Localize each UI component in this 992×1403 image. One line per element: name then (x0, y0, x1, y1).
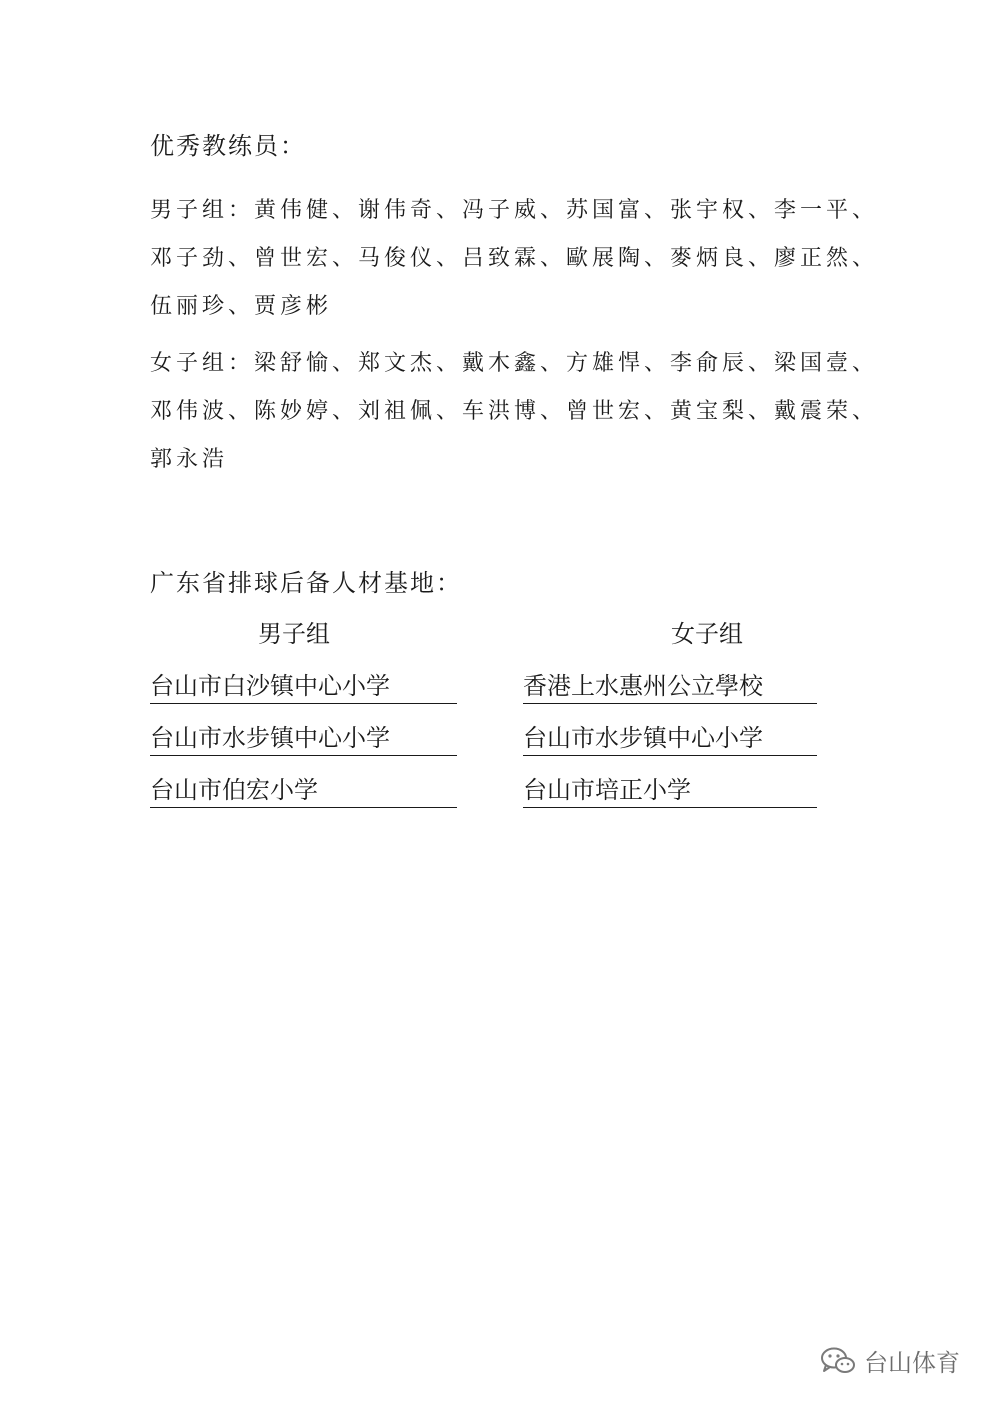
male-coaches-paragraph (150, 187, 879, 331)
male-coaches-line: 男子组：黄伟健、谢伟奇、冯子威、苏国富、张宇权、李一平、 (150, 198, 879, 223)
bases-title: 广东省排球后备人材基地： (150, 569, 462, 597)
watermark (820, 1343, 960, 1378)
female-coaches-line: 郭永浩 (150, 447, 229, 472)
male-school-3: 台山市伯宏小学 (150, 775, 457, 808)
female-group-header: 女子组 (671, 620, 743, 648)
female-school-2: 台山市水步镇中心小学 (523, 723, 817, 756)
watermark-text: 台山体育 (864, 1349, 960, 1377)
male-school-2: 台山市水步镇中心小学 (150, 723, 457, 756)
female-coaches-line: 女子组：梁舒愉、郑文杰、戴木鑫、方雄悍、李俞辰、梁国壹、 (150, 351, 879, 376)
female-coaches-line: 邓伟波、陈妙婷、刘祖佩、车洪博、曾世宏、黄宝梨、戴震荣、 (150, 399, 879, 424)
male-coaches-line: 邓子劲、曾世宏、马俊仪、吕致霖、歐展陶、麥炳良、廖正然、 (150, 246, 879, 271)
coaches-title: 优秀教练员： (150, 132, 306, 160)
male-coaches-line: 伍丽珍、贾彦彬 (150, 294, 333, 319)
wechat-icon (820, 1346, 856, 1376)
female-school-1: 香港上水惠州公立學校 (523, 671, 817, 704)
female-coaches-paragraph (150, 340, 879, 484)
male-school-1: 台山市白沙镇中心小学 (150, 671, 457, 704)
female-school-3: 台山市培正小学 (523, 775, 817, 808)
male-group-header: 男子组 (258, 620, 330, 648)
